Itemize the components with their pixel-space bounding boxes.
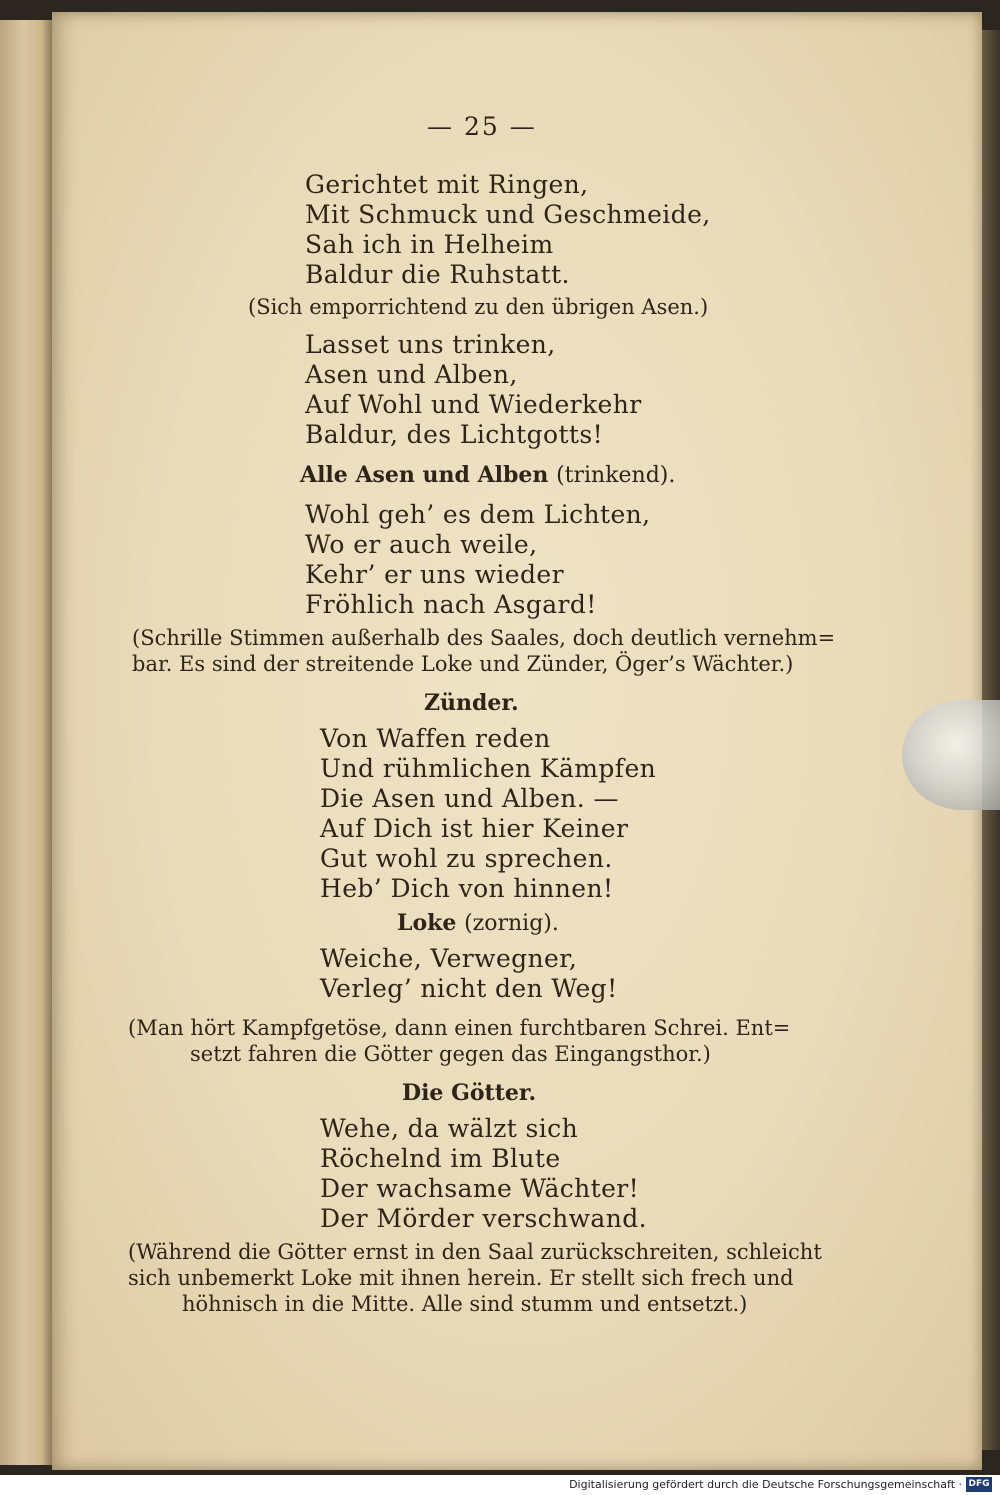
verse-line: Und rühmlichen Kämpfen bbox=[320, 754, 657, 783]
stage-direction: höhnisch in die Mitte. Alle sind stumm und entsetzt.) bbox=[182, 1292, 748, 1316]
verse-line: Röchelnd im Blute bbox=[320, 1144, 561, 1173]
speaker-heading bbox=[397, 910, 559, 936]
speaker-heading: Zünder. bbox=[424, 690, 519, 716]
dfg-logo-icon: DFG bbox=[966, 1477, 992, 1492]
page-content bbox=[52, 12, 982, 1470]
speaker-name: Alle Asen und Alben bbox=[300, 462, 549, 488]
footer-bar bbox=[0, 1475, 1000, 1495]
verse-line: Lasset uns trinken, bbox=[305, 330, 556, 359]
verse-line: Mit Schmuck und Geschmeide, bbox=[305, 200, 711, 229]
verse-line: Auf Dich ist hier Keiner bbox=[320, 814, 629, 843]
left-page-edge bbox=[0, 20, 52, 1465]
page-number: — 25 — bbox=[427, 112, 537, 141]
speaker-heading: Die Götter. bbox=[402, 1080, 537, 1106]
verse-line: Die Asen und Alben. — bbox=[320, 784, 619, 813]
verse-line: Baldur die Ruhstatt. bbox=[305, 260, 570, 289]
stage-direction: (Man hört Kampfgetöse, dann einen furchtbaren Schrei. Ent= bbox=[128, 1016, 791, 1040]
verse-line: Gerichtet mit Ringen, bbox=[305, 170, 589, 199]
verse-line: Asen und Alben, bbox=[305, 360, 518, 389]
footer-credit: Digitalisierung gefördert durch die Deutsche Forschungsgemeinschaft · bbox=[569, 1478, 962, 1491]
stage-direction: setzt fahren die Götter gegen das Eingangsthor.) bbox=[190, 1042, 711, 1066]
speaker-name: Loke bbox=[397, 910, 457, 936]
verse-line: Wo er auch weile, bbox=[305, 530, 538, 559]
verse-line: Verleg’ nicht den Weg! bbox=[320, 974, 618, 1003]
stage-direction: bar. Es sind der streitende Loke und Zünder, Öger’s Wächter.) bbox=[132, 652, 794, 676]
stage-direction: (Schrille Stimmen außerhalb des Saales, doch deutlich vernehm= bbox=[132, 626, 836, 650]
verse-line: Weiche, Verwegner, bbox=[320, 944, 578, 973]
verse-line: Baldur, des Lichtgotts! bbox=[305, 420, 604, 449]
speaker-heading bbox=[300, 462, 675, 488]
verse-line: Heb’ Dich von hinnen! bbox=[320, 874, 614, 903]
verse-line: Der Mörder verschwand. bbox=[320, 1204, 647, 1233]
speaker-note: (zornig). bbox=[464, 911, 559, 936]
verse-line: Von Waffen reden bbox=[320, 724, 551, 753]
verse-line: Kehr’ er uns wieder bbox=[305, 560, 564, 589]
verse-line: Fröhlich nach Asgard! bbox=[305, 590, 597, 619]
stage-direction: (Während die Götter ernst in den Saal zurückschreiten, schleicht bbox=[128, 1240, 822, 1264]
verse-line: Gut wohl zu sprechen. bbox=[320, 844, 613, 873]
stage-direction: (Sich emporrichtend zu den übrigen Asen.) bbox=[248, 295, 709, 319]
verse-line: Wehe, da wälzt sich bbox=[320, 1114, 579, 1143]
speaker-note: (trinkend). bbox=[556, 463, 676, 488]
verse-line: Auf Wohl und Wiederkehr bbox=[305, 390, 642, 419]
verse-line: Sah ich in Helheim bbox=[305, 230, 554, 259]
verse-line: Wohl geh’ es dem Lichten, bbox=[305, 500, 651, 529]
stage-direction: sich unbemerkt Loke mit ihnen herein. Er stellt sich frech und bbox=[128, 1266, 794, 1290]
verse-line: Der wachsame Wächter! bbox=[320, 1174, 640, 1203]
